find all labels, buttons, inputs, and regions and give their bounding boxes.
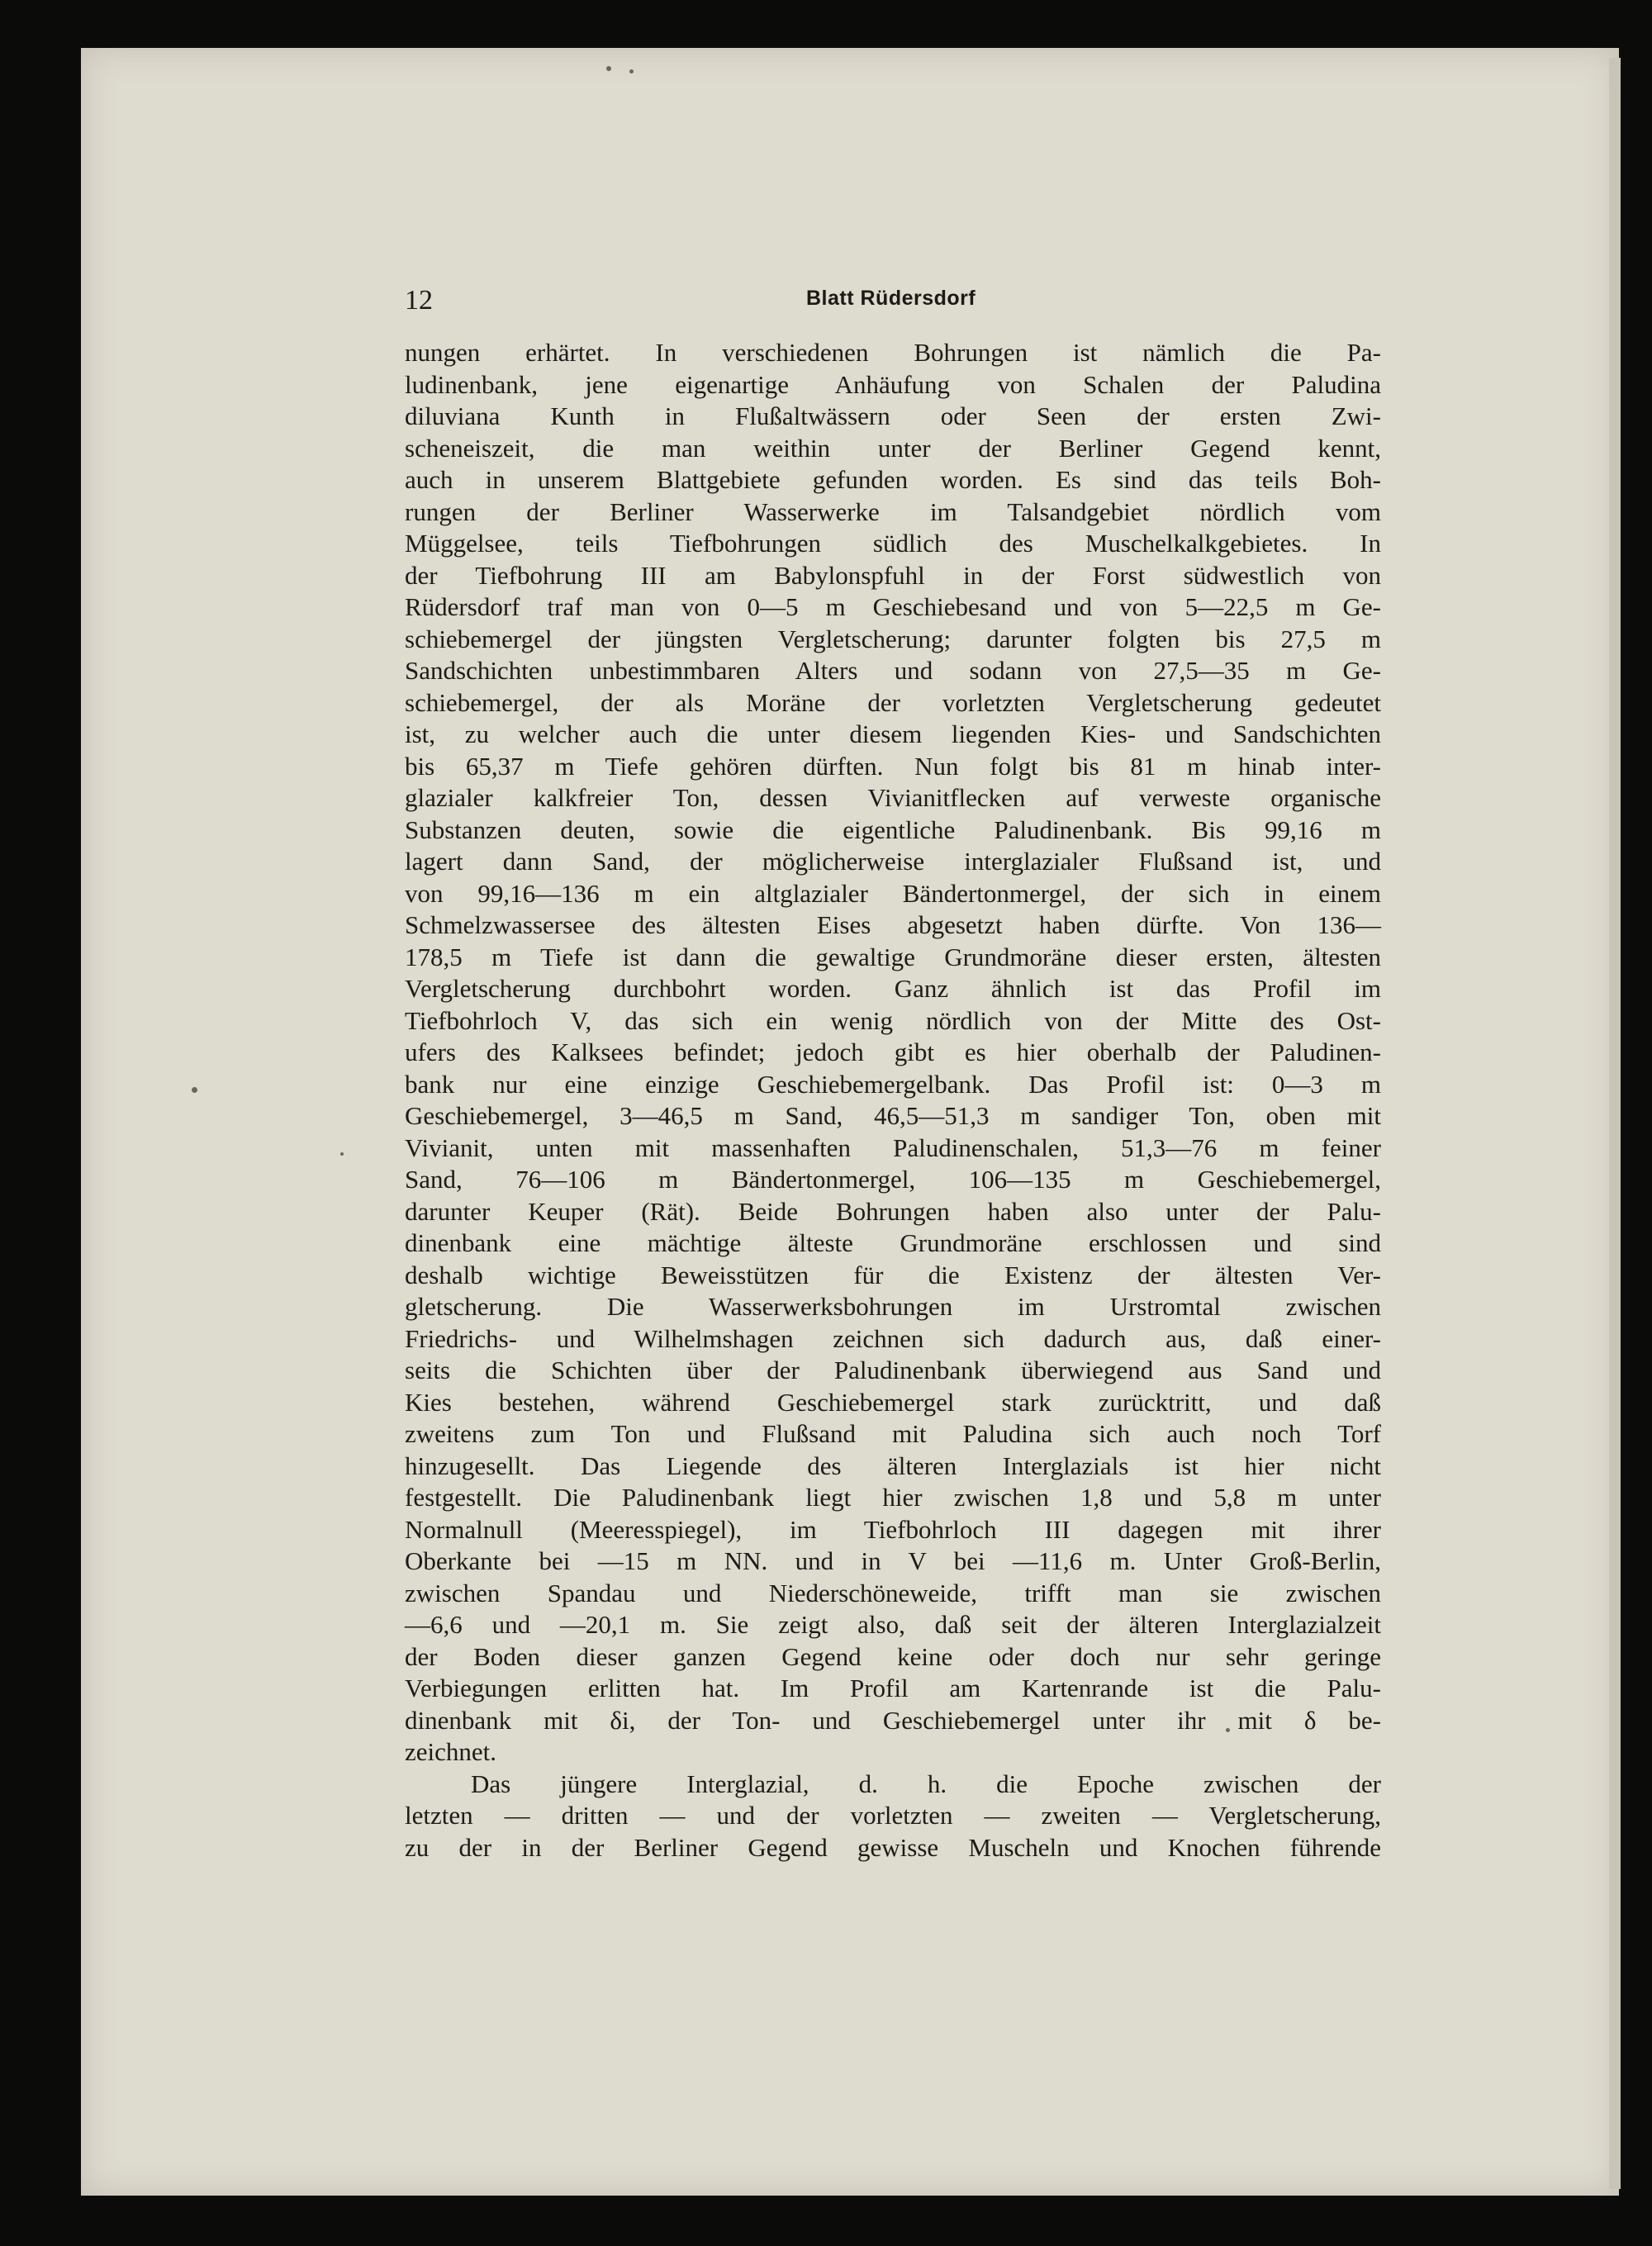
text-line: Schmelzwassersee des ältesten Eises abgesetzt haben dürfte. Von 136— <box>405 910 1381 939</box>
text-line: zu der in der Berliner Gegend gewisse Muscheln und Knochen führende <box>405 1832 1381 1862</box>
paper-speck <box>606 66 611 71</box>
text-line: deshalb wichtige Beweisstützen für die Existenz der ältesten Ver- <box>405 1260 1381 1289</box>
text-line: diluviana Kunth in Flußaltwässern oder Seen der ersten Zwi- <box>405 401 1381 430</box>
text-line: dinenbank mit δi, der Ton- und Geschiebemergel unter ihr mit δ be- <box>405 1705 1381 1735</box>
text-line: schiebemergel der jüngsten Vergletscherung; darunter folgten bis 27,5 m <box>405 624 1381 653</box>
text-line: festgestellt. Die Paludinenbank liegt hier zwischen 1,8 und 5,8 m unter <box>405 1483 1381 1512</box>
text-line: Rüdersdorf traf man von 0—5 m Geschiebesand und von 5—22,5 m Ge- <box>405 592 1381 621</box>
running-title: Blatt Rüdersdorf <box>806 287 976 310</box>
text-line: Verbiegungen erlitten hat. Im Profil am Kartenrande ist die Palu- <box>405 1674 1381 1702</box>
running-header <box>405 285 1381 318</box>
text-line: rungen der Berliner Wasserwerke im Talsandgebiet nördlich vom <box>405 496 1381 526</box>
text-line: glazialer kalkfreier Ton, dessen Vivianitflecken auf verweste organische <box>405 783 1381 812</box>
page-edge <box>1609 58 1621 2189</box>
text-line: ist, zu welcher auch die unter diesem liegenden Kies- und Sandschichten <box>405 719 1381 748</box>
text-line: Vivianit, unten mit massenhaften Paludinenschalen, 51,3—76 m feiner <box>405 1132 1381 1162</box>
text-line: von 99,16—136 m ein altglazialer Bändertonmergel, der sich in einem <box>405 878 1381 908</box>
text-line: letzten — dritten — und der vorletzten — zweiten — Vergletscherung, <box>405 1801 1381 1830</box>
text-line: Oberkante bei —15 m NN. und in V bei —11,6 m. Unter Groß-Berlin, <box>405 1546 1381 1575</box>
text-line: Normalnull (Meeresspiegel), im Tiefbohrloch III dagegen mit ihrer <box>405 1514 1381 1544</box>
text-line: zwischen Spandau und Niederschöneweide, trifft man sie zwischen <box>405 1578 1381 1607</box>
text-line: Friedrichs- und Wilhelmshagen zeichnen sich dadurch aus, daß einer- <box>405 1323 1381 1353</box>
text-line: schiebemergel, der als Moräne der vorletzten Vergletscherung gedeutet <box>405 687 1381 717</box>
text-line: auch in unserem Blattgebiete gefunden worden. Es sind das teils Boh- <box>405 465 1381 494</box>
text-line: bis 65,37 m Tiefe gehören dürften. Nun folgt bis 81 m hinab inter- <box>405 751 1381 781</box>
text-line: dinenbank eine mächtige älteste Grundmoräne erschlossen und sind <box>405 1228 1381 1257</box>
text-line: Das jüngere Interglazial, d. h. die Epoche zwischen der <box>471 1769 1381 1798</box>
text-line: 178,5 m Tiefe ist dann die gewaltige Grundmoräne dieser ersten, ältesten <box>405 942 1381 971</box>
text-line: —6,6 und —20,1 m. Sie zeigt also, daß seit der älteren Interglazialzeit <box>405 1610 1381 1639</box>
text-line: Sand, 76—106 m Bändertonmergel, 106—135 m Geschiebemergel, <box>405 1165 1381 1194</box>
text-line: der Tiefbohrung III am Babylonspfuhl in der Forst südwestlich von <box>405 560 1381 590</box>
text-line: hinzugesellt. Das Liegende des älteren Interglazials ist hier nicht <box>405 1451 1381 1480</box>
text-line: ludinenbank, jene eigenartige Anhäufung von Schalen der Paludina <box>405 369 1381 399</box>
text-line: Sandschichten unbestimmbaren Alters und sodann von 27,5—35 m Ge- <box>405 656 1381 685</box>
paper-speck <box>192 1087 197 1093</box>
text-line: Tiefbohrloch V, das sich ein wenig nördlich von der Mitte des Ost- <box>405 1005 1381 1035</box>
text-line: Kies bestehen, während Geschiebemergel stark zurücktritt, und daß <box>405 1387 1381 1417</box>
text-line: scheneiszeit, die man weithin unter der Berliner Gegend kennt, <box>405 433 1381 463</box>
text-line: Geschiebemergel, 3—46,5 m Sand, 46,5—51,3 m sandiger Ton, oben mit <box>405 1101 1381 1130</box>
paper-speck <box>340 1152 344 1156</box>
text-line: zeichnet. <box>405 1737 497 1766</box>
text-line: der Boden dieser ganzen Gegend keine oder doch nur sehr geringe <box>405 1641 1381 1671</box>
body-text <box>405 337 1381 1864</box>
paper-speck <box>629 69 634 74</box>
text-line: Vergletscherung durchbohrt worden. Ganz ähnlich ist das Profil im <box>405 974 1381 1003</box>
text-line: seits die Schichten über der Paludinenbank überwiegend aus Sand und <box>405 1356 1381 1384</box>
text-line: lagert dann Sand, der möglicherweise interglazialer Flußsand ist, und <box>405 847 1381 876</box>
text-line: nungen erhärtet. In verschiedenen Bohrungen ist nämlich die Pa- <box>405 338 1381 367</box>
text-line: zweitens zum Ton und Flußsand mit Paludina sich auch noch Torf <box>405 1419 1381 1448</box>
text-line: Substanzen deuten, sowie die eigentliche Paludinenbank. Bis 99,16 m <box>405 814 1381 844</box>
page-number: 12 <box>405 285 433 316</box>
text-line: gletscherung. Die Wasserwerksbohrungen im Urstromtal zwischen <box>405 1292 1381 1321</box>
text-line: Müggelsee, teils Tiefbohrungen südlich des Muschelkalkgebietes. In <box>405 529 1381 558</box>
text-line: darunter Keuper (Rät). Beide Bohrungen haben also unter der Palu- <box>405 1196 1381 1226</box>
text-line: bank nur eine einzige Geschiebemergelbank. Das Profil ist: 0—3 m <box>405 1069 1381 1099</box>
text-line: ufers des Kalksees befindet; jedoch gibt es hier oberhalb der Paludinen- <box>405 1038 1381 1066</box>
